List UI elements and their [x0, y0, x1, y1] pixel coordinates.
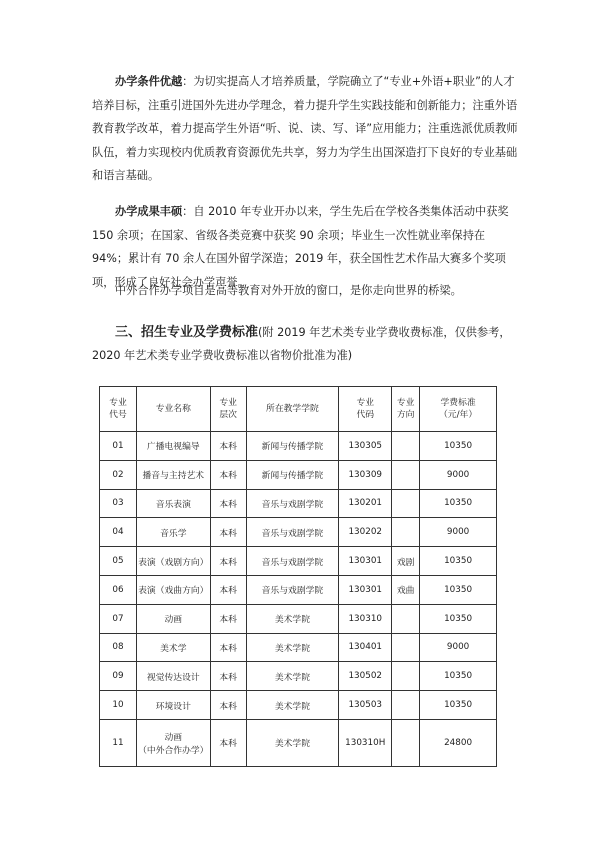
bridge-sentence: 中外合作办学项目是高等教育对外开放的窗口，是你走向世界的桥梁。 [115, 284, 462, 297]
table-cell: 03 [100, 489, 137, 518]
table-cell: 10350 [420, 547, 497, 576]
table-cell: 美术学院 [246, 633, 339, 662]
table-cell: 表演（戏曲方向） [136, 575, 210, 604]
column-header: 学费标准 （元/年） [420, 387, 497, 432]
table-cell: 音乐表演 [136, 489, 210, 518]
table-cell: 09 [100, 662, 137, 691]
table-cell: 广播电视编导 [136, 432, 210, 461]
table-cell: 24800 [420, 719, 497, 766]
table-cell: 05 [100, 547, 137, 576]
paragraph-achievements [92, 200, 522, 294]
paragraph-text: ：自 2010 年专业开办以来，学生先后在学校各类集体活动中获奖 150 余项；在国家、省级各类竞赛中获奖 90 余项；毕业生一次性就业率保持在 94%；累计有 70 余人在国外留学深造；2019 年，获全国性艺术作品大赛多个奖项项，形成了良好社会办学声誉。 [92, 205, 509, 289]
section-heading [92, 321, 532, 367]
table-cell: 动画 （中外合作办学） [136, 719, 210, 766]
table-cell: 9000 [420, 633, 497, 662]
table-cell: 10350 [420, 575, 497, 604]
table-cell: 本科 [210, 691, 246, 720]
table-cell: 07 [100, 604, 137, 633]
table-cell: 9000 [420, 518, 497, 547]
column-header: 专业 代码 [339, 387, 392, 432]
table-cell: 130301 [339, 575, 392, 604]
table-cell: 音乐学 [136, 518, 210, 547]
table-cell: 戏剧 [392, 547, 420, 576]
table-cell: 美术学 [136, 633, 210, 662]
table-cell: 新闻与传播学院 [246, 432, 339, 461]
table-cell [392, 662, 420, 691]
table-cell [392, 719, 420, 766]
table-cell [392, 489, 420, 518]
table-row [100, 575, 497, 604]
table-row [100, 719, 497, 766]
table-cell: 130503 [339, 691, 392, 720]
table-cell: 环境设计 [136, 691, 210, 720]
table-row [100, 633, 497, 662]
table-cell: 130310 [339, 604, 392, 633]
table-cell: 11 [100, 719, 137, 766]
table-cell: 10 [100, 691, 137, 720]
table-cell: 130502 [339, 662, 392, 691]
table-cell: 动画 [136, 604, 210, 633]
table-cell: 戏曲 [392, 575, 420, 604]
table-row [100, 604, 497, 633]
tuition-table [99, 386, 497, 767]
table-cell: 表演（戏剧方向） [136, 547, 210, 576]
section-note: (附 2019 年艺术类专业学费收费标准，仅供参考，2020 年艺术类专业学费收费标准以省物价批准为准) [92, 326, 511, 362]
table-cell [392, 432, 420, 461]
table-row [100, 518, 497, 547]
table-cell: 10350 [420, 691, 497, 720]
column-header: 所在教学学院 [246, 387, 339, 432]
paragraph-lead: 办学成果丰硕 [115, 205, 183, 218]
table-cell: 130301 [339, 547, 392, 576]
table-cell: 130305 [339, 432, 392, 461]
section-title: 三、招生专业及学费标准 [115, 325, 259, 340]
table-cell [392, 604, 420, 633]
table-cell: 10350 [420, 432, 497, 461]
table-cell: 本科 [210, 432, 246, 461]
paragraph-conditions [92, 70, 522, 188]
table-cell: 播音与主持艺术 [136, 460, 210, 489]
table-cell: 本科 [210, 489, 246, 518]
table-cell: 130401 [339, 633, 392, 662]
table-body [100, 432, 497, 767]
table-cell: 04 [100, 518, 137, 547]
table-cell: 130201 [339, 489, 392, 518]
table-cell: 10350 [420, 662, 497, 691]
table-cell [392, 691, 420, 720]
column-header: 专业名称 [136, 387, 210, 432]
table-cell: 9000 [420, 460, 497, 489]
table-header [100, 387, 497, 432]
table-cell: 02 [100, 460, 137, 489]
table-cell: 本科 [210, 547, 246, 576]
table-cell: 130309 [339, 460, 392, 489]
table-cell: 本科 [210, 604, 246, 633]
paragraph-lead: 办学条件优越 [115, 75, 183, 88]
table-cell: 音乐与戏剧学院 [246, 575, 339, 604]
table-row [100, 432, 497, 461]
table-cell: 08 [100, 633, 137, 662]
table-cell: 新闻与传播学院 [246, 460, 339, 489]
table-cell: 音乐与戏剧学院 [246, 489, 339, 518]
table-row [100, 547, 497, 576]
table-cell: 本科 [210, 575, 246, 604]
table-cell: 10350 [420, 489, 497, 518]
column-header: 专业 方向 [392, 387, 420, 432]
table-cell: 美术学院 [246, 662, 339, 691]
table-cell: 本科 [210, 460, 246, 489]
table-cell: 音乐与戏剧学院 [246, 547, 339, 576]
table-row [100, 489, 497, 518]
table-cell [392, 518, 420, 547]
table-cell [392, 460, 420, 489]
table-cell: 美术学院 [246, 719, 339, 766]
table-cell: 10350 [420, 604, 497, 633]
table-cell: 本科 [210, 633, 246, 662]
paragraph-text: ：为切实提高人才培养质量，学院确立了“专业+外语+职业”的人才培养目标，注重引进国外先进办学理念，着力提升学生实践技能和创新能力；注重外语教育教学改革，着力提高学生外语“听、说、读、写、译”应用能力；注重选派优质教师队伍，着力实现校内优质教育资源优先共享，努力为学生出国深造打下良好的专业基础和语言基础。 [92, 75, 518, 182]
table-cell: 130202 [339, 518, 392, 547]
table-cell: 视觉传达设计 [136, 662, 210, 691]
table-row [100, 662, 497, 691]
table-cell: 01 [100, 432, 137, 461]
table-cell: 音乐与戏剧学院 [246, 518, 339, 547]
table-cell: 本科 [210, 662, 246, 691]
table-cell: 本科 [210, 719, 246, 766]
table-cell: 美术学院 [246, 604, 339, 633]
table-cell [392, 633, 420, 662]
table-cell: 本科 [210, 518, 246, 547]
table-cell: 美术学院 [246, 691, 339, 720]
table-row [100, 460, 497, 489]
table-row [100, 691, 497, 720]
column-header: 专业 代号 [100, 387, 137, 432]
table-cell: 06 [100, 575, 137, 604]
column-header: 专业 层次 [210, 387, 246, 432]
table-cell: 130310H [339, 719, 392, 766]
